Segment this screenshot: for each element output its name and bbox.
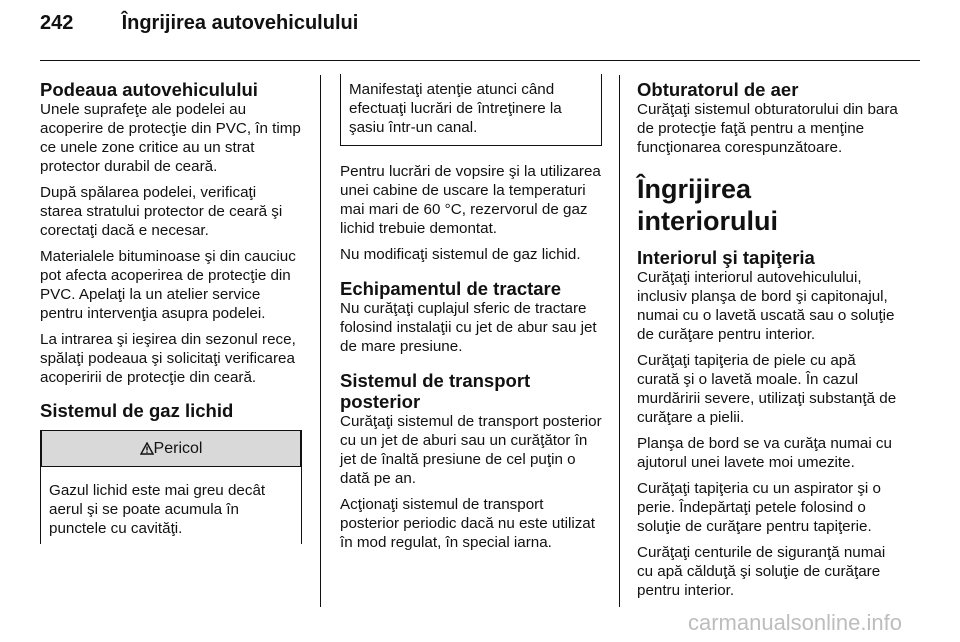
paragraph: Curăţaţi sistemul de transport posterior cu un jet de aburi sau un curăţător în jet de înaltă presiune de cel puţin o dată pe an. [340,413,602,487]
paragraph: Nu curăţaţi cuplajul sferic de tractare folosind instalaţii cu jet de abur sau jet de mare presiune. [340,300,597,355]
paragraph: Unele suprafeţe ale podelei au acoperire de protecţie din PVC, în timp ce unele zone critice au un strat protector durabil de ceară. [40,101,301,175]
heading-floor: Podeaua autovehiculului [40,79,258,100]
paragraph: Curăţaţi centurile de siguranţă numai cu apă călduţă şi soluţie de curăţare pentru interior. [637,544,886,599]
paragraph: Curăţaţi tapiţeria de piele cu apă curată şi o lavetă moale. În cazul murdăririi severe, utilizaţi substanţă de curăţare a pielii. [637,352,897,426]
header-rule [40,60,920,61]
column-2 [340,75,602,559]
paragraph: Planşa de bord se va curăţa numai cu ajutorul unei lavete moi umezite. [637,435,892,471]
column-1 [40,75,302,544]
page-header [40,12,358,35]
warning-header [41,430,301,467]
paragraph: La intrarea şi ieşirea din sezonul rece, spălaţi podeaua şi solicitaţi verificarea acoperirii de protecţie din ceară. [40,331,296,386]
paragraph: Acţionaţi sistemul de transport posterior periodic dacă nu este utilizat în mod regulat, în special iarna. [340,496,595,551]
note-box: Manifestaţi atenţie atunci când efectuaţi lucrări de întreţinere la şasiu într-un canal. [340,74,602,146]
warning-title: Pericol [153,440,203,457]
watermark: carmanualsonline.info [687,610,902,635]
page-number: 242 [40,12,74,34]
heading-towing-equipment: Echipamentul de tractare [340,278,562,299]
heading-lpg-system: Sistemul de gaz lichid [40,400,234,421]
paragraph: După spălarea podelei, verificaţi starea stratului protector de ceară şi corectaţi dacă e necesar. [40,184,283,239]
heading-air-shutter: Obturatorul de aer [637,79,799,100]
column-divider-1 [320,75,321,607]
paragraph: Curăţaţi tapiţeria cu un aspirator şi o perie. Îndepărtaţi petele folosind o soluţie de curăţare pentru tapiţerie. [637,480,881,535]
column-3 [637,79,899,607]
paragraph: Curăţaţi sistemul obturatorului din bara de protecţie faţă pentru a menţine funcţionarea corespunzătoare. [637,101,898,156]
heading-interior-upholstery: Interiorul şi tapiţeria [637,247,815,268]
warning-triangle-icon [140,439,154,458]
section-title-interior-care: Îngrijirea interiorului [637,174,778,236]
warning-text: Gazul lichid este mai greu decât aerul şi se poate acumula în punctele cu cavităţi. [49,482,266,537]
column-divider-2 [619,75,620,607]
warning-box [40,430,302,544]
paragraph: Nu modificaţi sistemul de gaz lichid. [340,246,581,263]
heading-rear-carrier: Sistemul de transport posterior [340,370,531,412]
paragraph: Materialele bituminoase şi din cauciuc pot afecta acoperirea de protecţie din PVC. Apelaţi la un atelier service pentru intervenţia asupra podelei. [40,248,296,322]
page-title: Îngrijirea autovehiculului [121,12,359,34]
paragraph: Curăţaţi interiorul autovehiculului, inclusiv planşa de bord şi capitonajul, numai cu o lavetă uscată sau o soluţie de curăţare pentru interior. [637,269,895,343]
paragraph: Pentru lucrări de vopsire şi la utilizarea unei cabine de uscare la temperaturi mai mari de 60 °C, rezervorul de gaz lichid trebuie demontat. [340,163,601,237]
